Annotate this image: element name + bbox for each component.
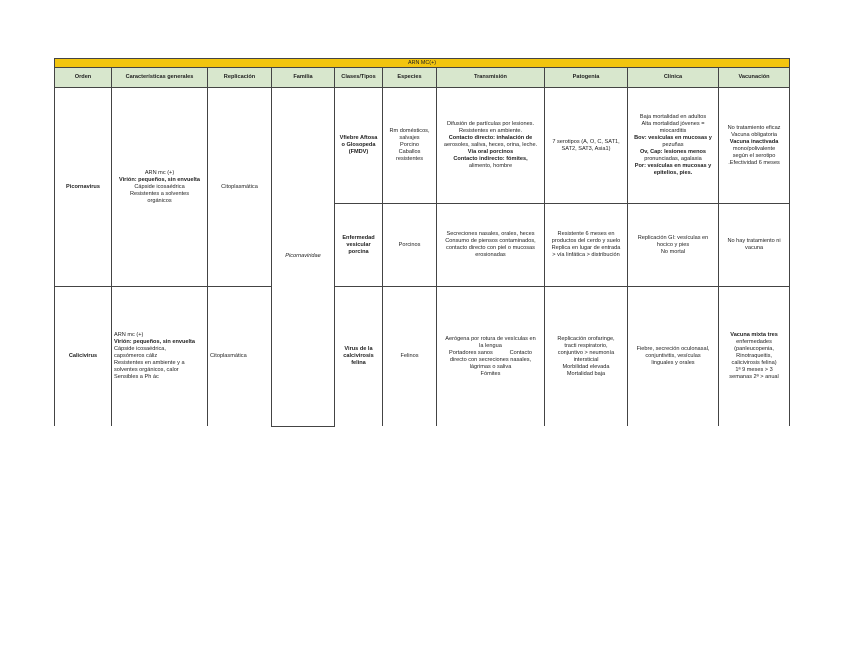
- table-row: [55, 287, 790, 427]
- picornavirus-replicacion: Citoplasmática: [208, 88, 272, 287]
- svd-clinica: Replicación GI: vesículas en hocico y pies No mortal: [628, 204, 719, 287]
- calicivirus-caracteristicas: ARN mc (+) Virión: pequeños, sin envuelta Cápside icosaédrica, capsómeros cáliz Resistentes en ambiente y a solventes orgánicos, calor Sensibles a Ph ác: [112, 287, 208, 427]
- calicivirus-clinica: Fiebre, secreción oculonasal, conjuntivitis, vesículas linguales y orales: [628, 287, 719, 427]
- table-title: ARN MC(+): [55, 59, 790, 68]
- svd-clase: Enfermedad vesicular porcina: [335, 204, 383, 287]
- orden-picornavirus: Picornavirus: [55, 88, 112, 287]
- fmdv-clase: Vfiebre Aftosa o Glosopeda (FMDV): [335, 88, 383, 204]
- fmdv-clinica: Baja mortalidad en adultos Alta mortalidad jóvenes = miocarditis Bov: vesículas en mucosas y pezuñas Ov, Cap: lesiones menos pronunciadas, agalaxia Por: vesículas en mucosas y epitelios, pies.: [628, 88, 719, 204]
- header-transmision: Transmisión: [437, 68, 545, 88]
- cell-line: orgánicos: [147, 197, 172, 204]
- calicivirus-patogenia: Replicación orofaringe, tracti respiratorio, conjuntivo > neumonía intersticial Morbilidad elevada Mortalidad baja: [545, 287, 628, 427]
- familia-picornaviridae: Picornaviridae: [272, 88, 335, 427]
- svd-transmision: Secreciones nasales, orales, heces Consumo de piensos contaminados, contacto directo con piel o mucosas erosionadas: [437, 204, 545, 287]
- header-familia: Familia: [272, 68, 335, 88]
- header-orden: Orden: [55, 68, 112, 88]
- calicivirus-vacunacion: Vacuna mixta tres enfermedades (panleucopenia, Rinotraqueitis, calicivirosis felina) 1ª 9 meses > 3 semanas 2ª > anual: [719, 287, 790, 427]
- calicivirus-replicacion: Citoplasmática: [208, 287, 272, 427]
- svd-vacunacion: No hay tratamiento ni vacuna: [719, 204, 790, 287]
- header-caracteristicas: Características generales: [112, 68, 208, 88]
- virus-table: [54, 58, 790, 427]
- fmdv-vacunacion: No tratamiento eficaz Vacuna obligatoria Vacuna inactivada mono/polivalente según el serotipo .Efectividad 6 meses: [719, 88, 790, 204]
- calicivirus-clase: Virus de la calcivirosis felina: [335, 287, 383, 427]
- header-especies: Especies: [383, 68, 437, 88]
- cell-line: ARN mc (+): [144, 169, 175, 176]
- svd-patogenia: Resistente 6 meses en productos del cerdo y suelo Replica en lugar de entrada > vía linfática > distribución: [545, 204, 628, 287]
- header-vacunacion: Vacunación: [719, 68, 790, 88]
- picornavirus-caracteristicas: [112, 88, 208, 287]
- fmdv-patogenia: 7 serotipos (A, O, C, SAT1, SAT2, SAT3, Asia1): [545, 88, 628, 204]
- table-row: [55, 88, 790, 204]
- svd-especies: Porcinos: [383, 204, 437, 287]
- cell-line: Resistentes a solventes: [129, 190, 190, 197]
- fmdv-especies: Rm domésticos, salvajes Porcino Caballos resistentes: [383, 88, 437, 204]
- fmdv-transmision: Difusión de partículas por lesiones. Resistentes en ambiente. Contacto directo: inhalación de aerosoles, saliva, heces, orina, leche. Vía oral porcinos Contacto indirecto: fómites, alimento, hombre: [437, 88, 545, 204]
- cell-line: Cápside icosaédrica: [134, 183, 185, 190]
- calicivirus-especies: Felinos: [383, 287, 437, 427]
- cell-line: Virión: pequeños, sin envuelta: [118, 176, 201, 183]
- header-replicacion: Replicación: [208, 68, 272, 88]
- header-clinica: Clínica: [628, 68, 719, 88]
- header-clases: Clases/Tipos: [335, 68, 383, 88]
- orden-calicivirus: Calicivirus: [55, 287, 112, 427]
- calicivirus-transmision: Aerógena por rotura de vesículas en la lengua Portadores sanos Contacto directo con secreciones nasales, lágrimas o saliva Fómites: [437, 287, 545, 427]
- header-patogenia: Patogenia: [545, 68, 628, 88]
